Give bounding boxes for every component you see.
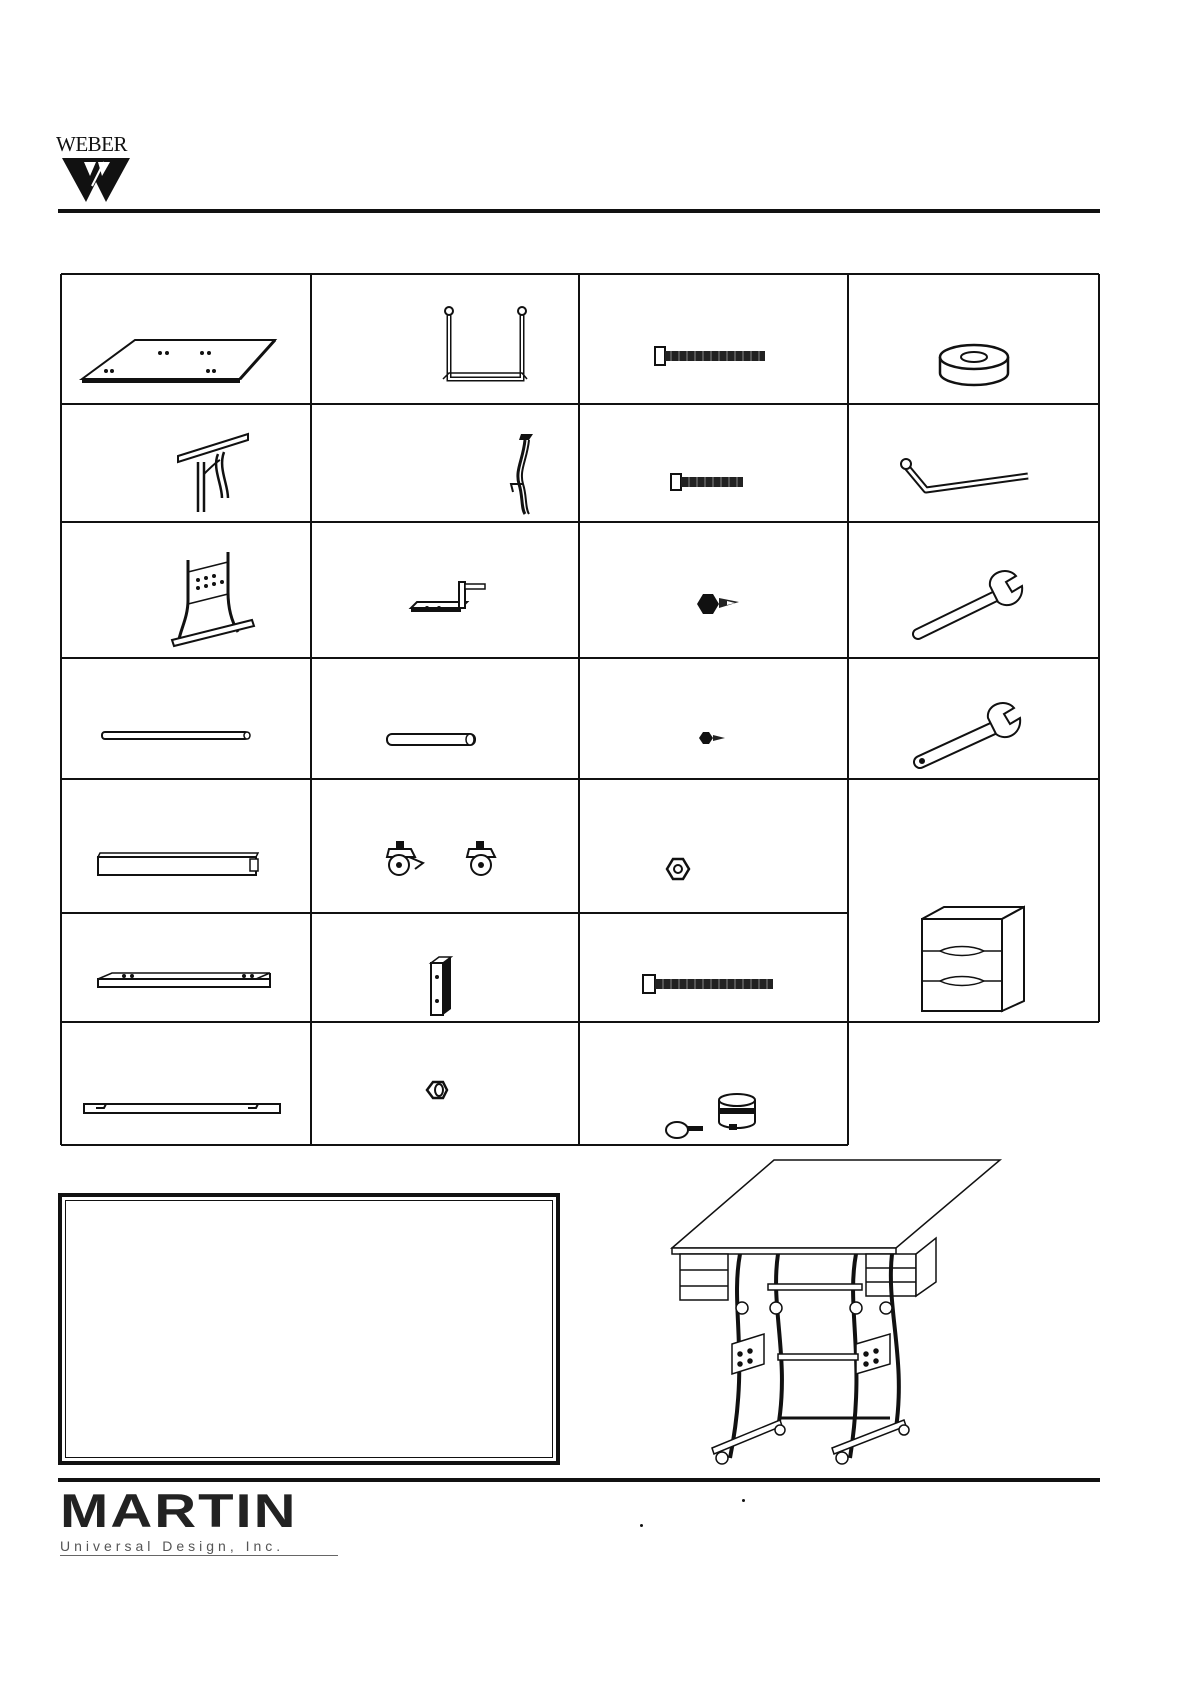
part-small-screw (579, 658, 848, 779)
part-long-rod (60, 658, 311, 779)
part-long-bolt (579, 273, 848, 404)
martin-logo-wordmark: MARTIN (60, 1484, 298, 1538)
part-u-bracket (311, 273, 579, 404)
part-hex-nut (579, 779, 848, 913)
footer-rule (58, 1478, 1100, 1482)
part-short-bolt (579, 404, 848, 522)
martin-logo (60, 1484, 338, 1556)
parts-grid (60, 273, 1100, 1146)
part-knob-screw (579, 522, 848, 658)
header-rule (58, 209, 1100, 213)
part-top-support-frame (60, 404, 311, 522)
weber-wordmark: WEBER (56, 132, 127, 156)
part-extra-long-bolt (579, 913, 848, 1022)
part-square-tube (60, 779, 311, 913)
notes-box-inner-border (65, 1200, 553, 1458)
footer-dot (640, 1524, 643, 1527)
notes-box (58, 1193, 560, 1465)
part-block-bracket (311, 913, 579, 1022)
part-small-wrench (848, 658, 1099, 779)
part-drawer-unit (848, 779, 1099, 1022)
part-crossbar (60, 913, 311, 1022)
part-l-bracket (311, 522, 579, 658)
weber-w-icon (56, 132, 136, 204)
assembled-table-illustration (660, 1158, 1010, 1476)
part-foot-bar (60, 1022, 311, 1145)
part-allen-key (848, 404, 1099, 522)
part-knob-and-clamp (579, 1022, 848, 1145)
footer-dot (742, 1499, 745, 1502)
part-washer (848, 273, 1099, 404)
martin-logo-subtitle: Universal Design, Inc. (60, 1538, 338, 1556)
part-side-leg (60, 522, 311, 658)
part-lock-nut (311, 1022, 579, 1145)
part-large-wrench (848, 522, 1099, 658)
part-casters (311, 779, 579, 913)
part-short-rod (311, 658, 579, 779)
part-angle-arm (311, 404, 579, 522)
part-table-top-panel (60, 273, 311, 404)
